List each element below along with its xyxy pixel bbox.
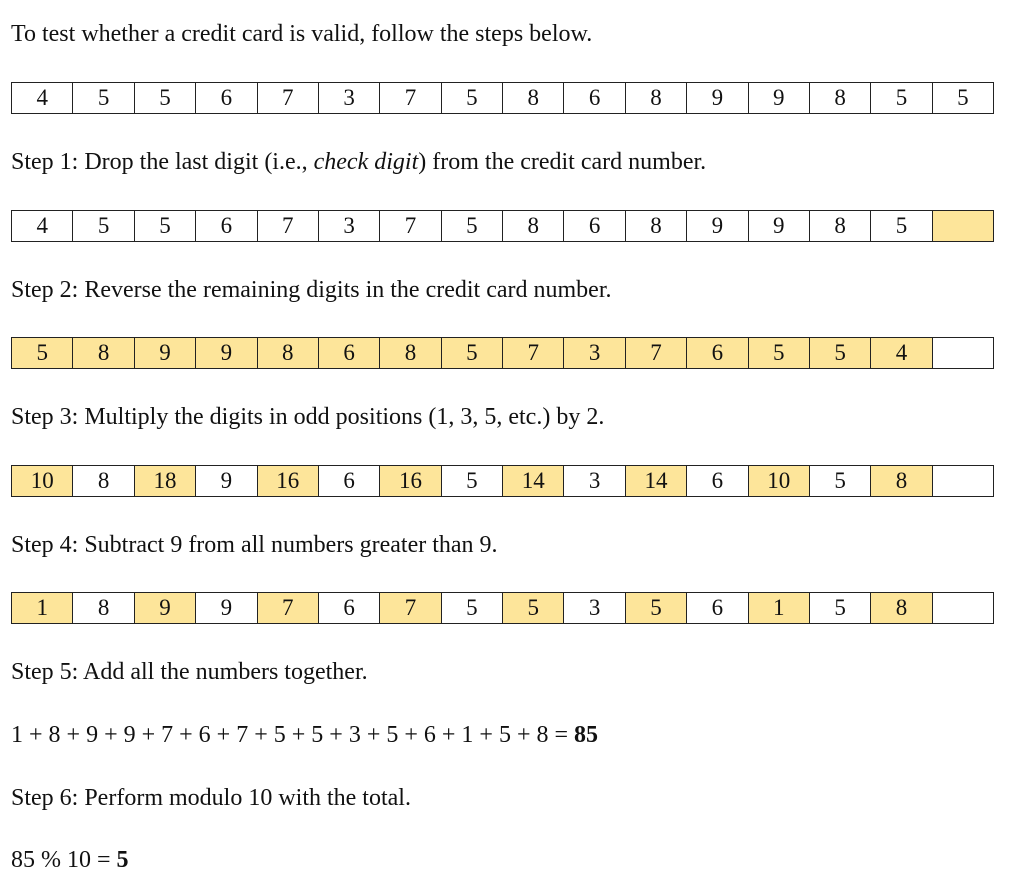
step-1-emphasis: check digit <box>313 149 419 175</box>
digit-cell: 5 <box>73 211 134 241</box>
digit-cell: 5 <box>442 83 503 113</box>
digit-cell: 5 <box>503 593 564 623</box>
digit-cell: 5 <box>442 466 503 496</box>
digit-cell <box>933 338 993 368</box>
step-1-suffix: ) from the credit card number. <box>418 149 707 175</box>
digit-cell: 9 <box>196 338 257 368</box>
digit-cell: 5 <box>135 83 196 113</box>
digit-cell: 8 <box>73 338 134 368</box>
digit-cell: 5 <box>442 593 503 623</box>
digit-cell: 16 <box>258 466 319 496</box>
digit-cell: 5 <box>73 83 134 113</box>
digit-cell: 8 <box>258 338 319 368</box>
digit-cell: 8 <box>626 83 687 113</box>
digit-cell <box>933 211 993 241</box>
step-1-digit-row <box>11 210 994 242</box>
digit-cell: 5 <box>810 338 871 368</box>
digit-cell: 7 <box>380 211 441 241</box>
digit-cell: 4 <box>12 83 73 113</box>
digit-cell: 1 <box>12 593 73 623</box>
digit-cell: 5 <box>957 85 969 110</box>
digit-cell: 16 <box>380 466 441 496</box>
digit-cell: 4 <box>871 338 932 368</box>
digit-cell: 6 <box>687 338 748 368</box>
digit-cell: 9 <box>196 593 257 623</box>
step-6-result: 5 <box>116 847 129 873</box>
digit-cell: 5 <box>442 338 503 368</box>
digit-cell: 7 <box>258 211 319 241</box>
digit-cell: 7 <box>258 83 319 113</box>
digit-cell: 5 <box>810 593 871 623</box>
digit-cell: 9 <box>749 211 810 241</box>
digit-cell: 5 <box>810 466 871 496</box>
step-2-digit-row <box>11 337 994 369</box>
digit-cell: 6 <box>687 593 748 623</box>
digit-cell: 9 <box>135 593 196 623</box>
digit-cell: 3 <box>319 83 380 113</box>
digit-cell <box>933 466 993 496</box>
digit-cell: 5 <box>442 211 503 241</box>
digit-cell: 6 <box>319 338 380 368</box>
step-5-sum-expression: 1 + 8 + 9 + 9 + 7 + 6 + 7 + 5 + 5 + 3 + 5 + 6 + 1 + 5 + 8 = <box>11 722 575 748</box>
digit-cell: 3 <box>564 593 625 623</box>
digit-cell: 5 <box>626 593 687 623</box>
step-6-text: Step 6: Perform modulo 10 with the total. <box>11 785 411 811</box>
digit-cell: 5 <box>749 338 810 368</box>
digit-cell: 5 <box>871 211 932 241</box>
digit-cell: 6 <box>196 211 257 241</box>
digit-cell: 7 <box>380 593 441 623</box>
digit-cell: 6 <box>319 466 380 496</box>
digit-cell: 6 <box>687 466 748 496</box>
digit-cell: 10 <box>749 466 810 496</box>
digit-cell: 3 <box>564 466 625 496</box>
digit-cell: 6 <box>196 83 257 113</box>
step-1-prefix: Step 1: Drop the last digit (i.e., <box>11 149 314 175</box>
digit-cell: 5 <box>871 83 932 113</box>
step-3-digit-row <box>11 465 994 497</box>
step-1-text <box>11 148 706 176</box>
digit-cell: 8 <box>871 593 932 623</box>
digit-cell: 8 <box>73 466 134 496</box>
digit-cell: 8 <box>810 211 871 241</box>
digit-cell: 9 <box>135 338 196 368</box>
step-5-total: 85 <box>574 722 599 748</box>
digit-cell: 5 <box>12 338 73 368</box>
step-4-text: Step 4: Subtract 9 from all numbers greater than 9. <box>11 532 498 558</box>
step-6-modulo-expression: 85 % 10 = <box>11 847 117 873</box>
digit-cell: 7 <box>258 593 319 623</box>
digit-cell: 7 <box>380 83 441 113</box>
digit-cell: 8 <box>810 83 871 113</box>
digit-cell: 9 <box>687 211 748 241</box>
digit-cell: 3 <box>564 338 625 368</box>
digit-cell <box>933 593 993 623</box>
digit-cell: 6 <box>564 211 625 241</box>
digit-cell: 5 <box>135 211 196 241</box>
digit-cell: 8 <box>503 83 564 113</box>
digit-cell: 8 <box>73 593 134 623</box>
digit-cell: 14 <box>626 466 687 496</box>
step-2-text: Step 2: Reverse the remaining digits in the credit card number. <box>11 277 612 303</box>
intro-text: To test whether a credit card is valid, follow the steps below. <box>11 21 593 47</box>
digit-cell: 10 <box>12 466 73 496</box>
digit-cell: 6 <box>564 83 625 113</box>
digit-cell: 14 <box>503 466 564 496</box>
step-6-equation <box>11 846 129 874</box>
digit-cell: 8 <box>380 338 441 368</box>
original-number-row <box>11 82 994 114</box>
step-3-text: Step 3: Multiply the digits in odd positions (1, 3, 5, etc.) by 2. <box>11 404 605 430</box>
digit-cell: 4 <box>12 211 73 241</box>
digit-cell: 18 <box>135 466 196 496</box>
digit-cell: 7 <box>626 338 687 368</box>
step-4-digit-row <box>11 592 994 624</box>
digit-cell: 8 <box>626 211 687 241</box>
digit-cell: 7 <box>503 338 564 368</box>
digit-cell: 6 <box>319 593 380 623</box>
digit-cell: 8 <box>503 211 564 241</box>
step-5-equation <box>11 721 598 749</box>
digit-cell: 8 <box>871 466 932 496</box>
step-5-text: Step 5: Add all the numbers together. <box>11 659 368 685</box>
digit-cell: 9 <box>196 466 257 496</box>
digit-cell: 3 <box>319 211 380 241</box>
digit-cell: 9 <box>749 83 810 113</box>
digit-cell: 9 <box>687 83 748 113</box>
digit-cell: 1 <box>749 593 810 623</box>
